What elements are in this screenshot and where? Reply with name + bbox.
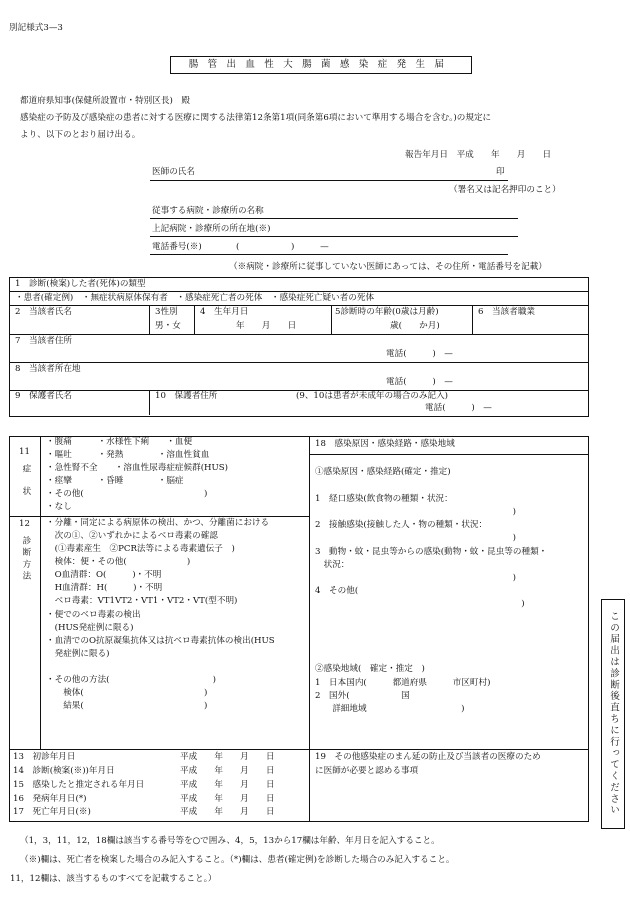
other-matters-line-2: に医師が必要と認める事項 (315, 766, 419, 776)
footer-note-1: （1，3，11，12，18欄は該当する番号等を○で囲み、4，5，13から17欄は年齢、年月日を記入すること。 (20, 836, 440, 846)
date-row-value[interactable]: 平成 年 月 日 (180, 794, 275, 804)
symptom-line[interactable]: ・その他( ) (46, 489, 208, 499)
age-value[interactable]: 歳( か月) (390, 321, 440, 331)
diagnosis-line[interactable]: ・血清でのO抗原凝集抗体又は抗ベロ毒素抗体の検出(HUS (46, 636, 275, 646)
patient-type-options[interactable]: ・患者(確定例) ・無症状病原体保有者 ・感染症死亡者の死体 ・感染症死亡疑い者の死体 (15, 293, 375, 303)
date-row-value[interactable]: 平成 年 月 日 (180, 780, 275, 790)
birthdate-value[interactable]: 年 月 日 (236, 321, 297, 331)
symptoms-number: 11 (19, 447, 30, 457)
guardian-phone[interactable]: 電話( ) — (425, 403, 492, 413)
infection-route-line[interactable]: ) (315, 599, 525, 609)
birthdate-label: 4 生年月日 (200, 307, 249, 317)
diagnosis-line: 発症例に限る) (46, 649, 110, 659)
infection-route-line[interactable]: ①感染原因・感染経路(確定・推定) (315, 467, 451, 477)
date-row-label: 14 診断(検案(※))年月日 (13, 766, 115, 776)
symptom-line[interactable]: ・腹痛 ・水様性下痢 ・血便 (46, 437, 193, 447)
infection-area-line[interactable]: 1 日本国内( 都道府県 市区町村) (315, 678, 491, 688)
diagnosis-vertical-label: 診断方法 (20, 536, 31, 583)
date-row-label: 16 発病年月日(*) (13, 794, 87, 804)
guardian-name-label: 9 保護者氏名 (15, 391, 73, 401)
symptom-line[interactable]: ・痙攣 ・昏睡 ・脳症 (46, 476, 184, 486)
other-matters-line-1: 19 その他感染症のまん延の防止及び当該者の医療のため (315, 752, 541, 762)
diagnosis-line[interactable]: (①毒素産生 ②PCR法等による毒素遺伝子 ) (46, 544, 235, 554)
hospital-phone-label[interactable]: 電話番号(※) ( ) — (152, 242, 329, 252)
date-row-label: 13 初診年月日 (13, 752, 76, 762)
hospital-name-label: 従事する病院・診療所の名称 (152, 206, 264, 216)
date-row-label: 15 感染したと推定される年月日 (13, 780, 145, 790)
sex-options[interactable]: 男・女 (155, 321, 181, 331)
age-label: 5診断時の年齢(0歳は月齢) (335, 307, 439, 317)
side-note: この届出は診断後直ちに行ってください (601, 599, 625, 829)
form-title: 腸管出血性大腸菌感染症発生届 (170, 56, 472, 74)
infection-route-line[interactable]: ) (315, 573, 517, 583)
doctor-name-label: 医師の氏名 (152, 167, 195, 177)
hospital-phone-field[interactable] (150, 254, 508, 255)
preamble-line-2: より、以下のとおり届け出る。 (20, 130, 141, 140)
hospital-address-field[interactable] (150, 236, 518, 237)
hospital-address-label: 上記病院・診療所の所在地(※) (152, 224, 271, 234)
infection-route-line[interactable]: 1 経口感染(飲食物の種類・状況： (315, 494, 453, 504)
symptom-line[interactable]: ・急性腎不全 ・溶血性尿毒症症候群(HUS) (46, 463, 229, 473)
infection-route-line[interactable]: ) (315, 507, 517, 517)
doctor-name-field[interactable] (150, 180, 508, 181)
diagnosis-line[interactable]: 結果( ) (46, 701, 208, 711)
symptoms-vertical-label: 症状 (20, 464, 31, 510)
guardian-address-label: 10 保護者住所 (155, 391, 218, 401)
patient-address-label: 7 当該者住所 (15, 336, 73, 346)
symptom-line[interactable]: ・なし (46, 502, 72, 512)
diagnosis-line[interactable]: 検体：便・その他( ) (46, 557, 191, 567)
diagnosis-line[interactable]: ・便でのベロ毒素の検出 (46, 610, 141, 620)
diagnosis-line: (HUS発症例に限る) (46, 623, 134, 633)
patient-name-label: 2 当該者氏名 (15, 307, 73, 317)
infection-area-line[interactable]: ②感染地域( 確定・推定 ) (315, 664, 425, 674)
infection-route-line[interactable]: 2 接触感染(接触した人・物の種類・状況： (315, 520, 488, 530)
date-row-value[interactable]: 平成 年 月 日 (180, 752, 275, 762)
infection-route-line[interactable]: 3 動物・蚊・昆虫等からの感染(動物・蚊・昆虫等の種類・ (315, 547, 548, 557)
seal-note: （署名又は記名押印のこと） (449, 185, 561, 195)
addressee: 都道府県知事(保健所設置市・特別区長) 殿 (20, 96, 190, 106)
diagnosis-line[interactable]: H血清群：H( )・不明 (46, 583, 163, 593)
form-number: 別記様式3—3 (9, 23, 63, 33)
footer-note-3: 11，12欄は、該当するものすべてを記載すること。） (10, 874, 217, 884)
hospital-name-field[interactable] (150, 218, 518, 219)
diagnosis-line[interactable]: ・分離・同定による病原体の検出、かつ、分離菌における (46, 518, 270, 528)
patient-address-phone[interactable]: 電話( ) — (386, 349, 453, 359)
occupation-label: 6 当該者職業 (478, 307, 536, 317)
sex-label: 3性別 (155, 307, 178, 317)
report-date[interactable]: 報告年月日 平成 年 月 日 (405, 150, 552, 160)
diagnosis-line[interactable]: ベロ毒素：VT1VT2・VT1・VT2・VT(型不明) (46, 596, 238, 606)
infection-area-line[interactable]: 詳細地域 ) (315, 704, 465, 714)
seal-mark: 印 (496, 167, 505, 177)
infection-route-line[interactable]: ) (315, 533, 517, 543)
diagnosis-line[interactable]: ・その他の方法( ) (46, 675, 216, 685)
footer-note-2: （※)欄は、死亡者を検案した場合のみ記入すること。（*)欄は、患者(確定例)を診断した場合のみ記入すること。 (20, 855, 455, 865)
date-row-value[interactable]: 平成 年 月 日 (180, 807, 275, 817)
guardian-note: (9、10は患者が未成年の場合のみ記入) (296, 391, 449, 401)
infection-route-line[interactable]: 状況： (315, 560, 350, 570)
diagnosis-number: 12 (19, 519, 30, 529)
diagnosis-line[interactable]: 検体( ) (46, 688, 208, 698)
infection-area-line[interactable]: 2 国外( 国 (315, 691, 410, 701)
diagnosis-line[interactable]: O血清群：O( )・不明 (46, 570, 162, 580)
patient-location-label: 8 当該者所在地 (15, 364, 81, 374)
hospital-note: （※病院・診療所に従事していない医師にあっては、その住所・電話番号を記載） (229, 262, 547, 272)
date-row-label: 17 死亡年月日(※) (13, 807, 91, 817)
diagnosis-line: 次の①、②いずれかによるベロ毒素の確認 (46, 531, 218, 541)
date-row-value[interactable]: 平成 年 月 日 (180, 766, 275, 776)
symptom-line[interactable]: ・嘔吐 ・発熱 ・溶血性貧血 (46, 450, 210, 460)
patient-type-label: 1 診断(検案)した者(死体)の類型 (15, 279, 146, 289)
preamble-line-1: 感染症の予防及び感染症の患者に対する医療に関する法律第12条第1項(同条第6項において準用する場合を含む。)の規定に (20, 113, 492, 123)
patient-location-phone[interactable]: 電話( ) — (386, 377, 453, 387)
infection-section-title: 18 感染原因・感染経路・感染地域 (315, 439, 455, 449)
infection-route-line[interactable]: 4 その他( (315, 586, 359, 596)
